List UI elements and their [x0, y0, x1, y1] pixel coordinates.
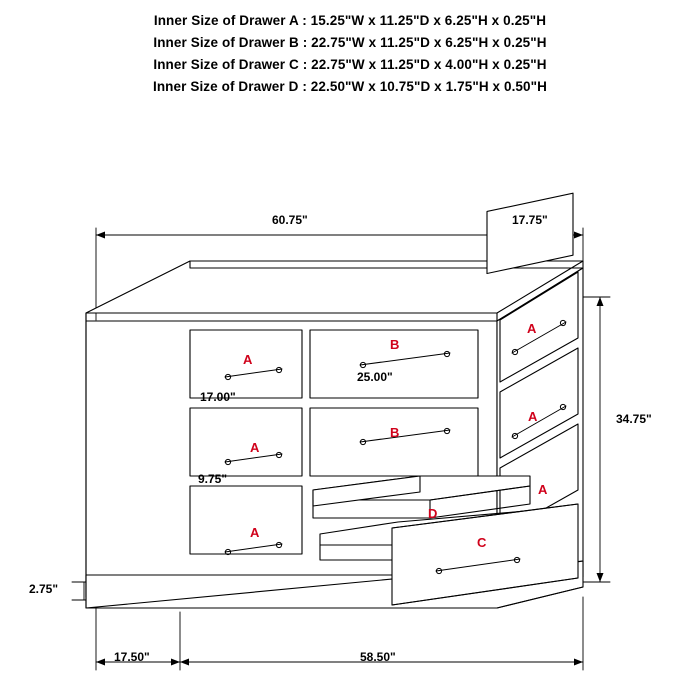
dim-right-height: 34.75"	[616, 412, 652, 426]
spec-line-d: Inner Size of Drawer D : 22.50"W x 10.75"D x 1.75"H x 0.50"H	[152, 79, 548, 94]
drawer-label-c: C	[477, 535, 487, 550]
spec-line-b: Inner Size of Drawer B : 22.75"W x 11.25"D x 6.25"H x 0.25"H	[153, 35, 547, 50]
dim-drawer-height: 9.75"	[198, 472, 228, 486]
drawer-label-b1: B	[390, 337, 400, 352]
dim-base-width: 58.50"	[360, 650, 396, 664]
drawer-label-a4: A	[528, 409, 538, 424]
drawer-label-d: D	[428, 506, 438, 521]
dim-base-depth: 17.50"	[114, 650, 150, 664]
dim-top-width: 60.75"	[272, 213, 308, 227]
spec-line-c: Inner Size of Drawer C : 22.75"W x 11.25"D x 4.00"H x 0.25"H	[153, 57, 547, 72]
drawer-label-a6: A	[538, 482, 548, 497]
dim-top-depth: 17.75"	[512, 213, 548, 227]
drawer-label-a3: A	[250, 440, 260, 455]
drawer-label-a2: A	[527, 321, 537, 336]
drawer-label-a1: A	[243, 352, 253, 367]
drawer-label-b2: B	[390, 425, 400, 440]
spec-line-a: Inner Size of Drawer A : 15.25"W x 11.25"D x 6.25"H x 0.25"H	[153, 13, 547, 28]
dim-drawer-b-width: 25.00"	[357, 370, 393, 384]
dim-drawer-a-width: 17.00"	[200, 390, 236, 404]
dim-base-height: 2.75"	[29, 582, 59, 596]
drawer-label-a5: A	[250, 525, 260, 540]
